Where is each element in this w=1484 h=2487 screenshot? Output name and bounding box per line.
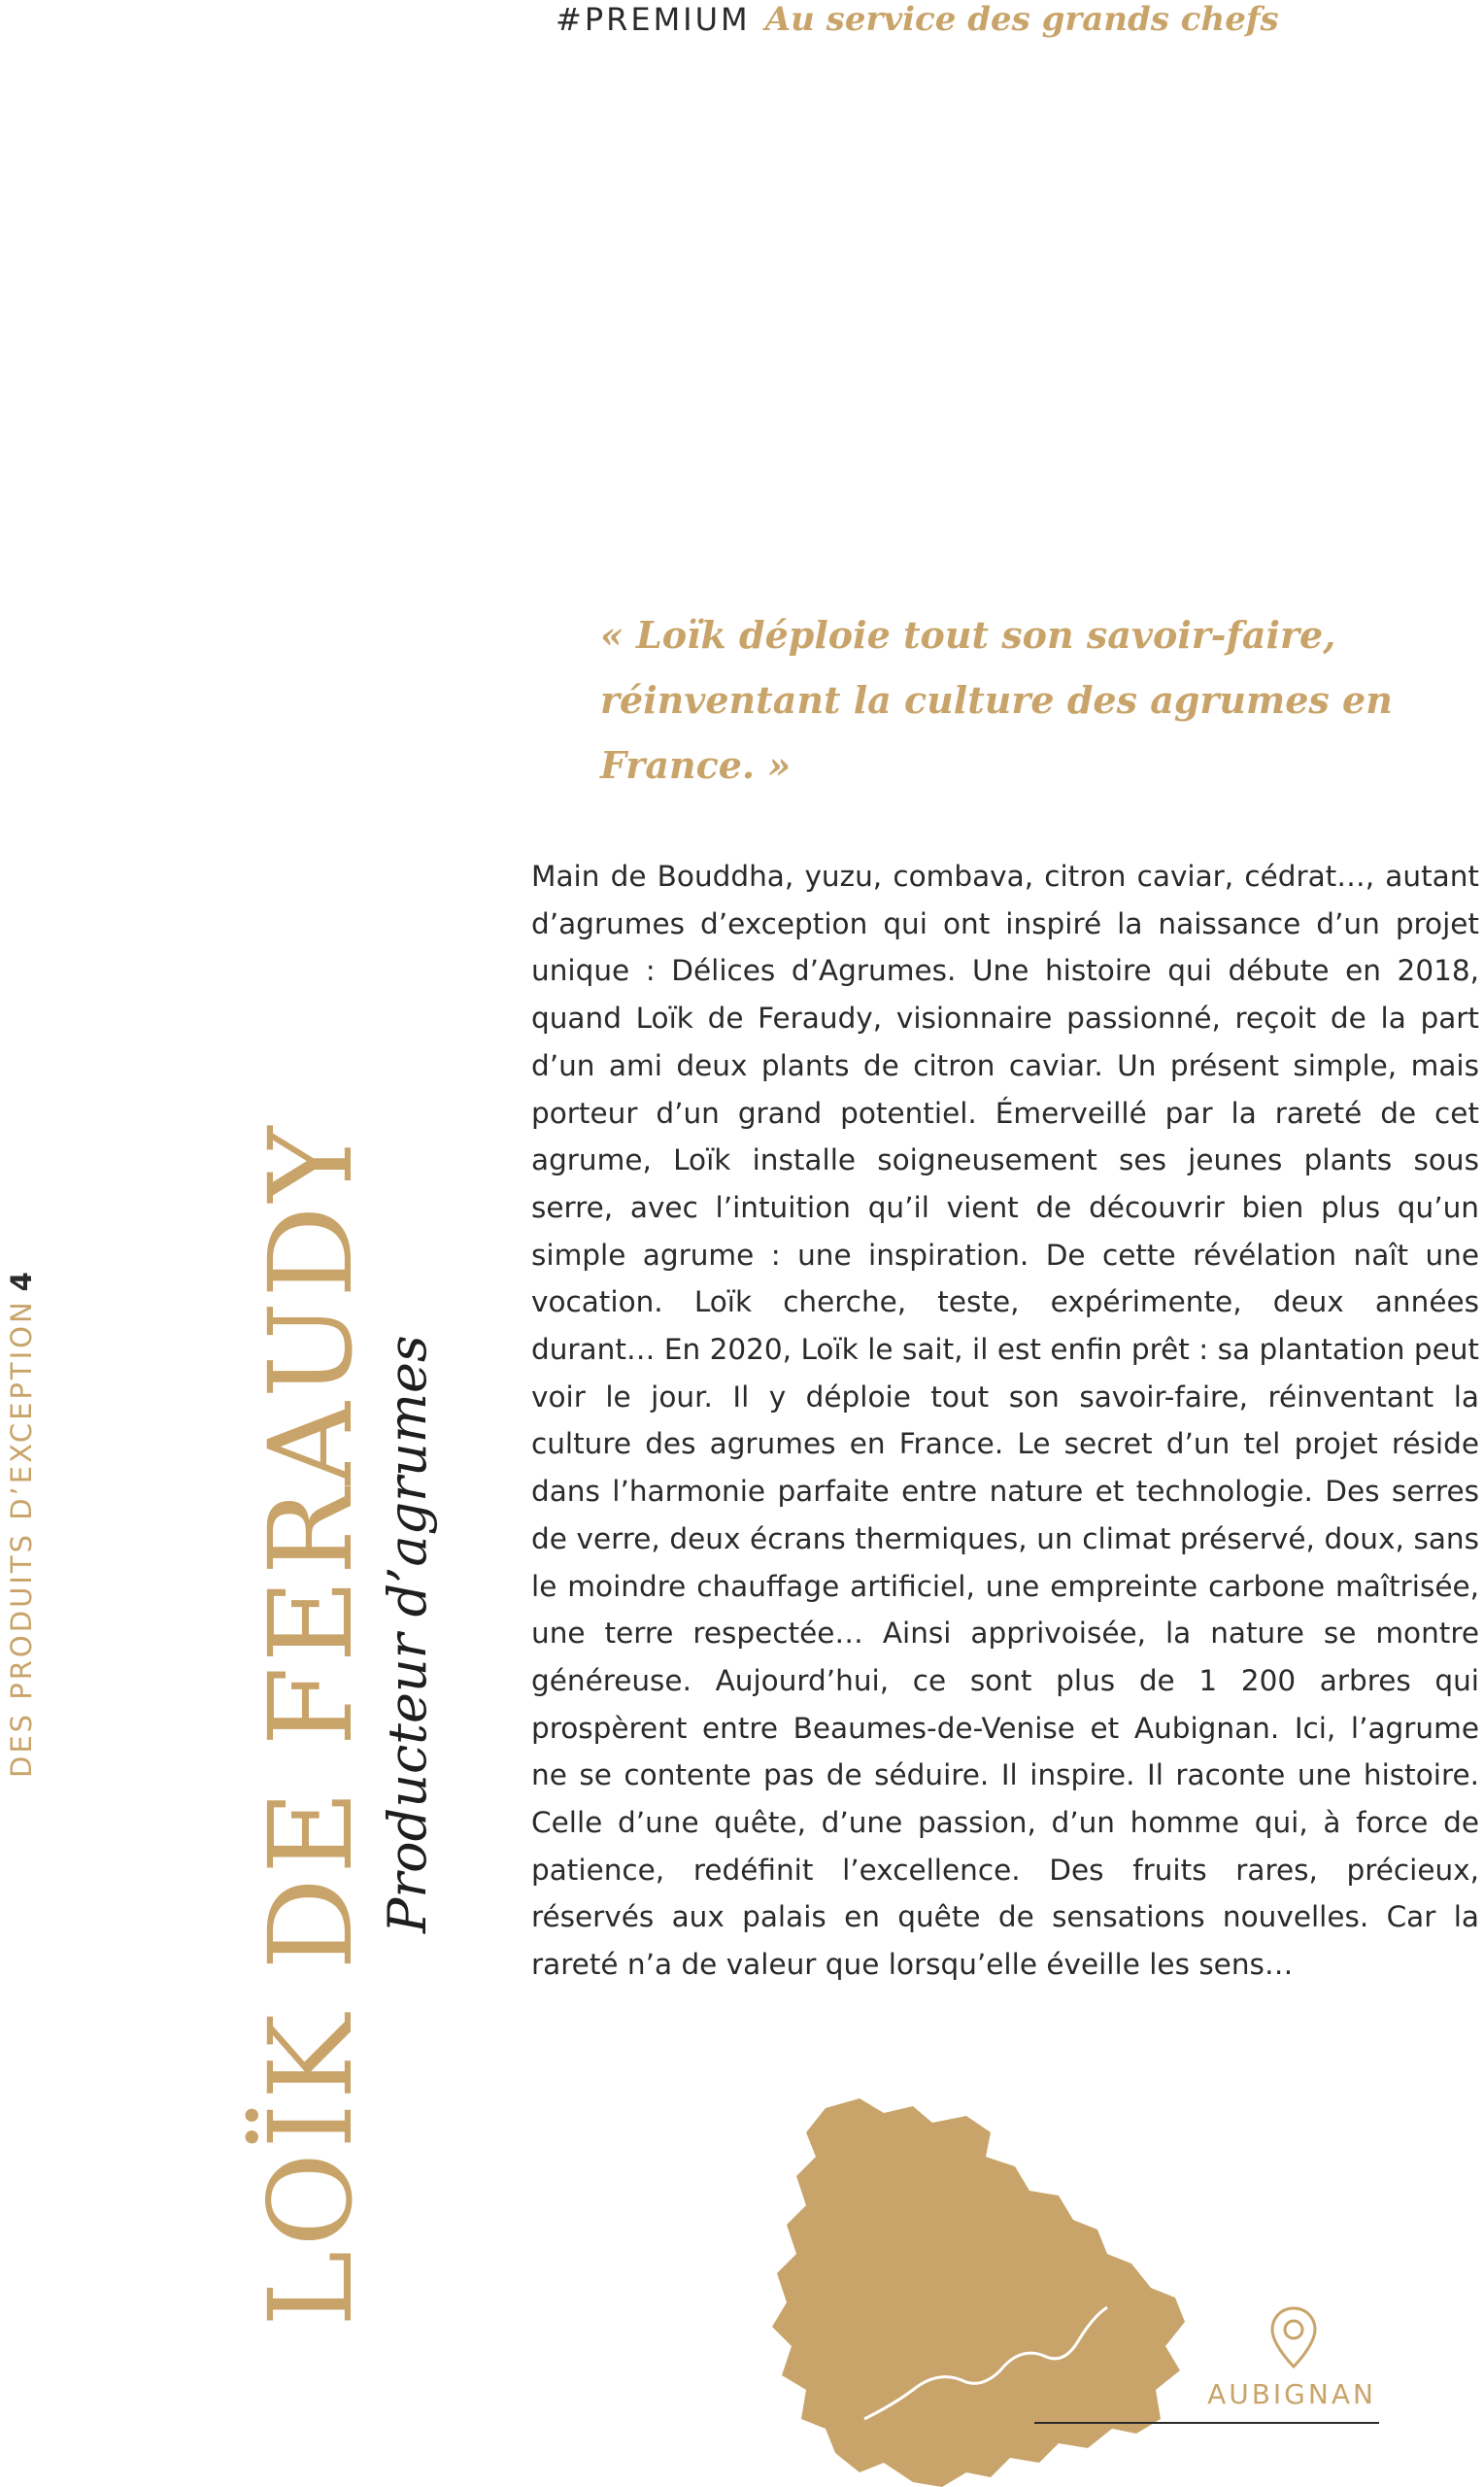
map-pin-icon [1258,2302,1330,2374]
region-map-shape [772,2098,1185,2487]
page-header [556,0,1279,39]
region-map [767,2098,1195,2487]
producer-subtitle: Producteur d’agrumes [377,1335,438,1933]
pull-quote: « Loïk déploie tout son savoir-faire, réinventant la culture des agrumes en France. » [600,613,1393,787]
article-body: Main de Bouddha, yuzu, combava, citron caviar, cédrat…, autant d’agrumes d’exception qui ont inspiré la naissance d’un projet unique : Délices d’Agrumes. Une histoire qui débute en 2018, quand Loïk de Feraudy, visionnaire passionné, reçoit de la part d’un ami deux plants de citron caviar. Un présent simple, mais porteur d’un grand potentiel. Émerveillé par la rareté de cet agrume, Loïk installe soigneusement ses jeunes plants sous serre, avec l’intuition qu’il vient de découvrir bien plus qu’un simple agrume : une inspiration. De cette révélation naît une vocation. Loïk cherche, teste, expérimente, deux années durant… En 2020, Loïk le sait, il est enfin prêt : sa plantation peut voir le jour. Il y déploie tout son savoir-faire, réinventant la culture des agrumes en France. Le secret d’un tel projet réside dans l’harmonie parfaite entre nature et technologie. Des serres de verre, deux écrans thermiques, un climat préservé, doux, sans le moindre chauffage artificiel, une empreinte carbone maîtrisée, une terre respectée… Ainsi apprivoisée, la nature se montre généreuse. Aujourd’hui, ce sont plus de 1 200 arbres qui prospèrent entre Beaumes-de-Venise et Aubignan. Ici, l’agrume ne se contente pas de séduire. Il inspire. Il raconte une histoire. Celle d’une quête, d’une passion, d’un homme qui, à force de patience, redéfinit l’excellence. Des fruits rares, précieux, réservés aux palais en quête de sensations nouvelles. Car la rareté n’a de valeur que lorsqu’elle éveille les sens… [531,860,1479,1982]
location-divider [1034,2422,1379,2424]
producer-name-title: LOÏK DE FERAUDY [244,1122,378,2327]
section-side-label [2,1234,41,1778]
header-tagline: Au service des grands chefs [764,0,1279,39]
section-label-text: DES PRODUITS D’EXCEPTION [5,1299,38,1778]
section-number: 4 [5,1269,38,1292]
location-label: AUBIGNAN [1207,2378,1376,2410]
premium-tag: #PREMIUM [556,1,751,38]
